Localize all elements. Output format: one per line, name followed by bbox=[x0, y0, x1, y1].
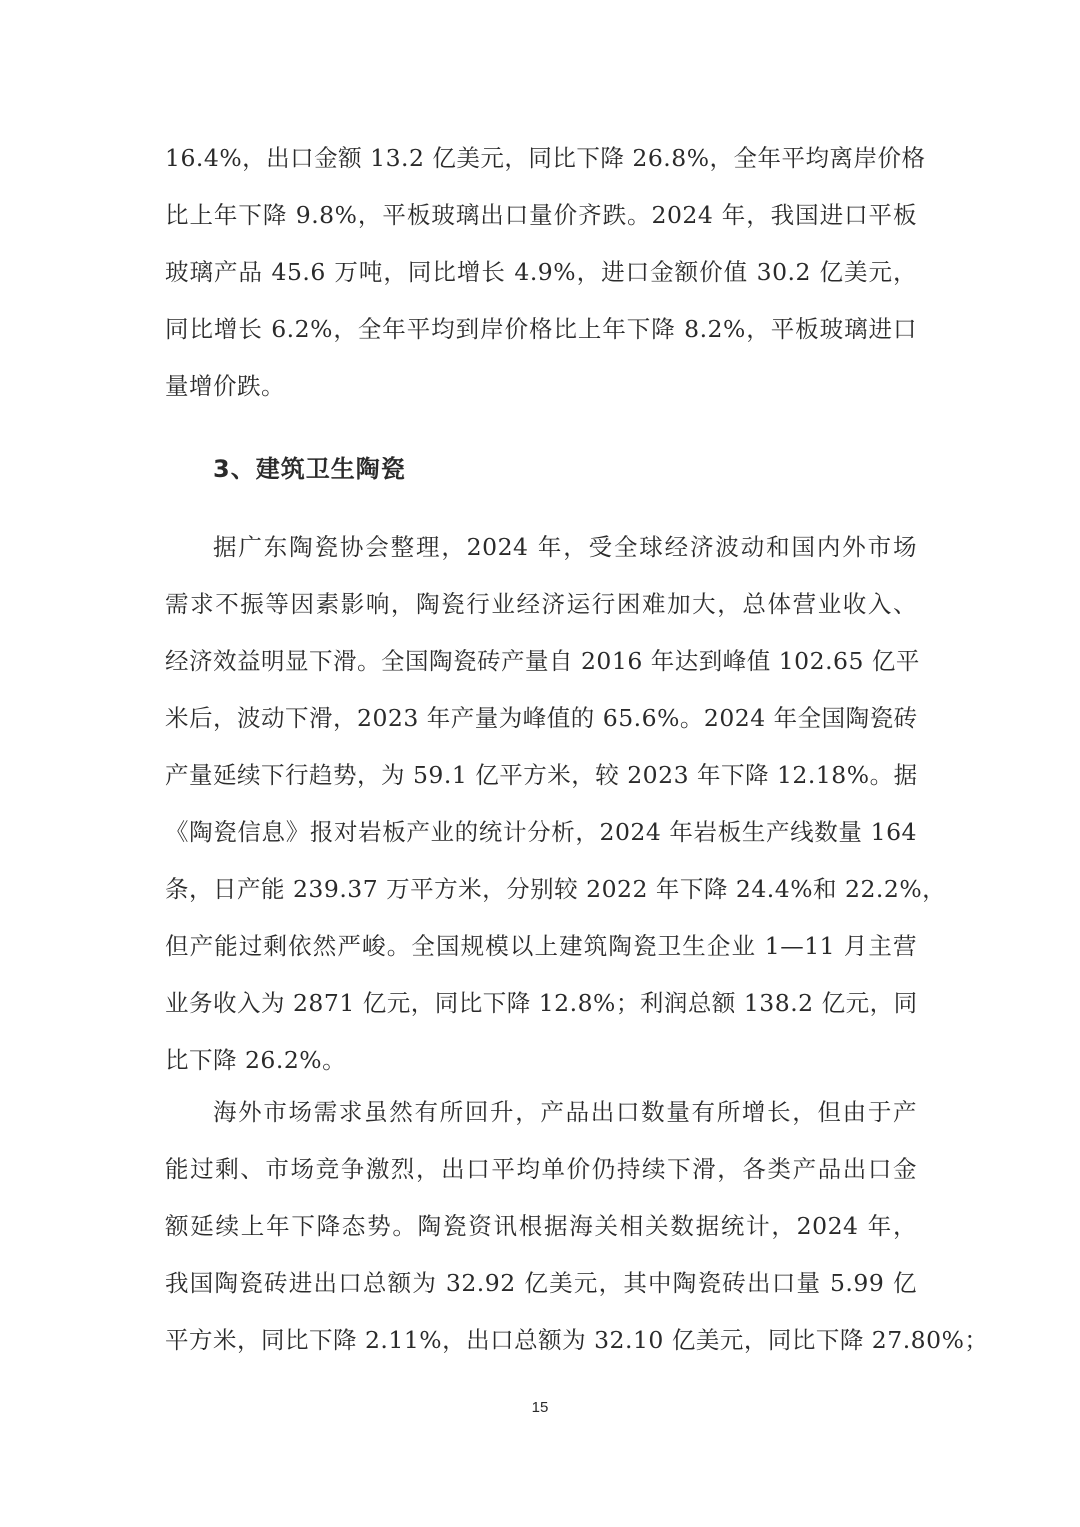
text-line: 条，日产能 239.37 万平方米，分别较 2022 年下降 24.4%和 22.2%， bbox=[165, 875, 947, 903]
text-line: 业务收入为 2871 亿元，同比下降 12.8%；利润总额 138.2 亿元，同 bbox=[165, 989, 918, 1017]
text-line: 但产能过剩依然严峻。全国规模以上建筑陶瓷卫生企业 1—11 月主营 bbox=[165, 932, 917, 960]
text-line: 比上年下降 9.8%，平板玻璃出口量价齐跌。2024 年，我国进口平板 bbox=[165, 201, 917, 229]
paragraph-flat-glass-trade bbox=[165, 130, 926, 415]
text-line: 经济效益明显下滑。全国陶瓷砖产量自 2016 年达到峰值 102.65 亿平 bbox=[165, 647, 920, 675]
section-heading: 3、建筑卫生陶瓷 bbox=[213, 455, 406, 483]
text-line: 同比增长 6.2%，全年平均到岸价格比上年下降 8.2%，平板玻璃进口 bbox=[165, 315, 917, 343]
text-line: 据广东陶瓷协会整理，2024 年，受全球经济波动和国内外市场 bbox=[213, 533, 917, 561]
text-line: 米后，波动下滑，2023 年产量为峰值的 65.6%。2024 年全国陶瓷砖 bbox=[165, 704, 918, 732]
text-line: 额延续上年下降态势。陶瓷资讯根据海关相关数据统计，2024 年， bbox=[165, 1212, 917, 1240]
text-line: 比下降 26.2%。 bbox=[165, 1046, 347, 1074]
text-line: 我国陶瓷砖进出口总额为 32.92 亿美元，其中陶瓷砖出口量 5.99 亿 bbox=[165, 1269, 917, 1297]
text-line: 需求不振等因素影响，陶瓷行业经济运行困难加大，总体营业收入、 bbox=[165, 590, 917, 618]
text-line: 《陶瓷信息》报对岩板产业的统计分析，2024 年岩板生产线数量 164 bbox=[165, 818, 917, 846]
text-line: 海外市场需求虽然有所回升，产品出口数量有所增长，但由于产 bbox=[213, 1098, 917, 1126]
page-number: 15 bbox=[531, 1399, 549, 1416]
text-line: 产量延续下行趋势，为 59.1 亿平方米，较 2023 年下降 12.18%。据 bbox=[165, 761, 918, 789]
text-line: 量增价跌。 bbox=[165, 372, 285, 400]
text-line: 16.4%，出口金额 13.2 亿美元，同比下降 26.8%，全年平均离岸价格 bbox=[165, 144, 926, 172]
paragraph-overseas-market bbox=[165, 1084, 989, 1369]
paragraph-ceramics-industry bbox=[165, 519, 947, 1089]
text-line: 玻璃产品 45.6 万吨，同比增长 4.9%，进口金额价值 30.2 亿美元， bbox=[165, 258, 917, 286]
text-line: 能过剩、市场竞争激烈，出口平均单价仍持续下滑，各类产品出口金 bbox=[165, 1155, 917, 1183]
text-line: 平方米，同比下降 2.11%，出口总额为 32.10 亿美元，同比下降 27.80%； bbox=[165, 1326, 989, 1354]
